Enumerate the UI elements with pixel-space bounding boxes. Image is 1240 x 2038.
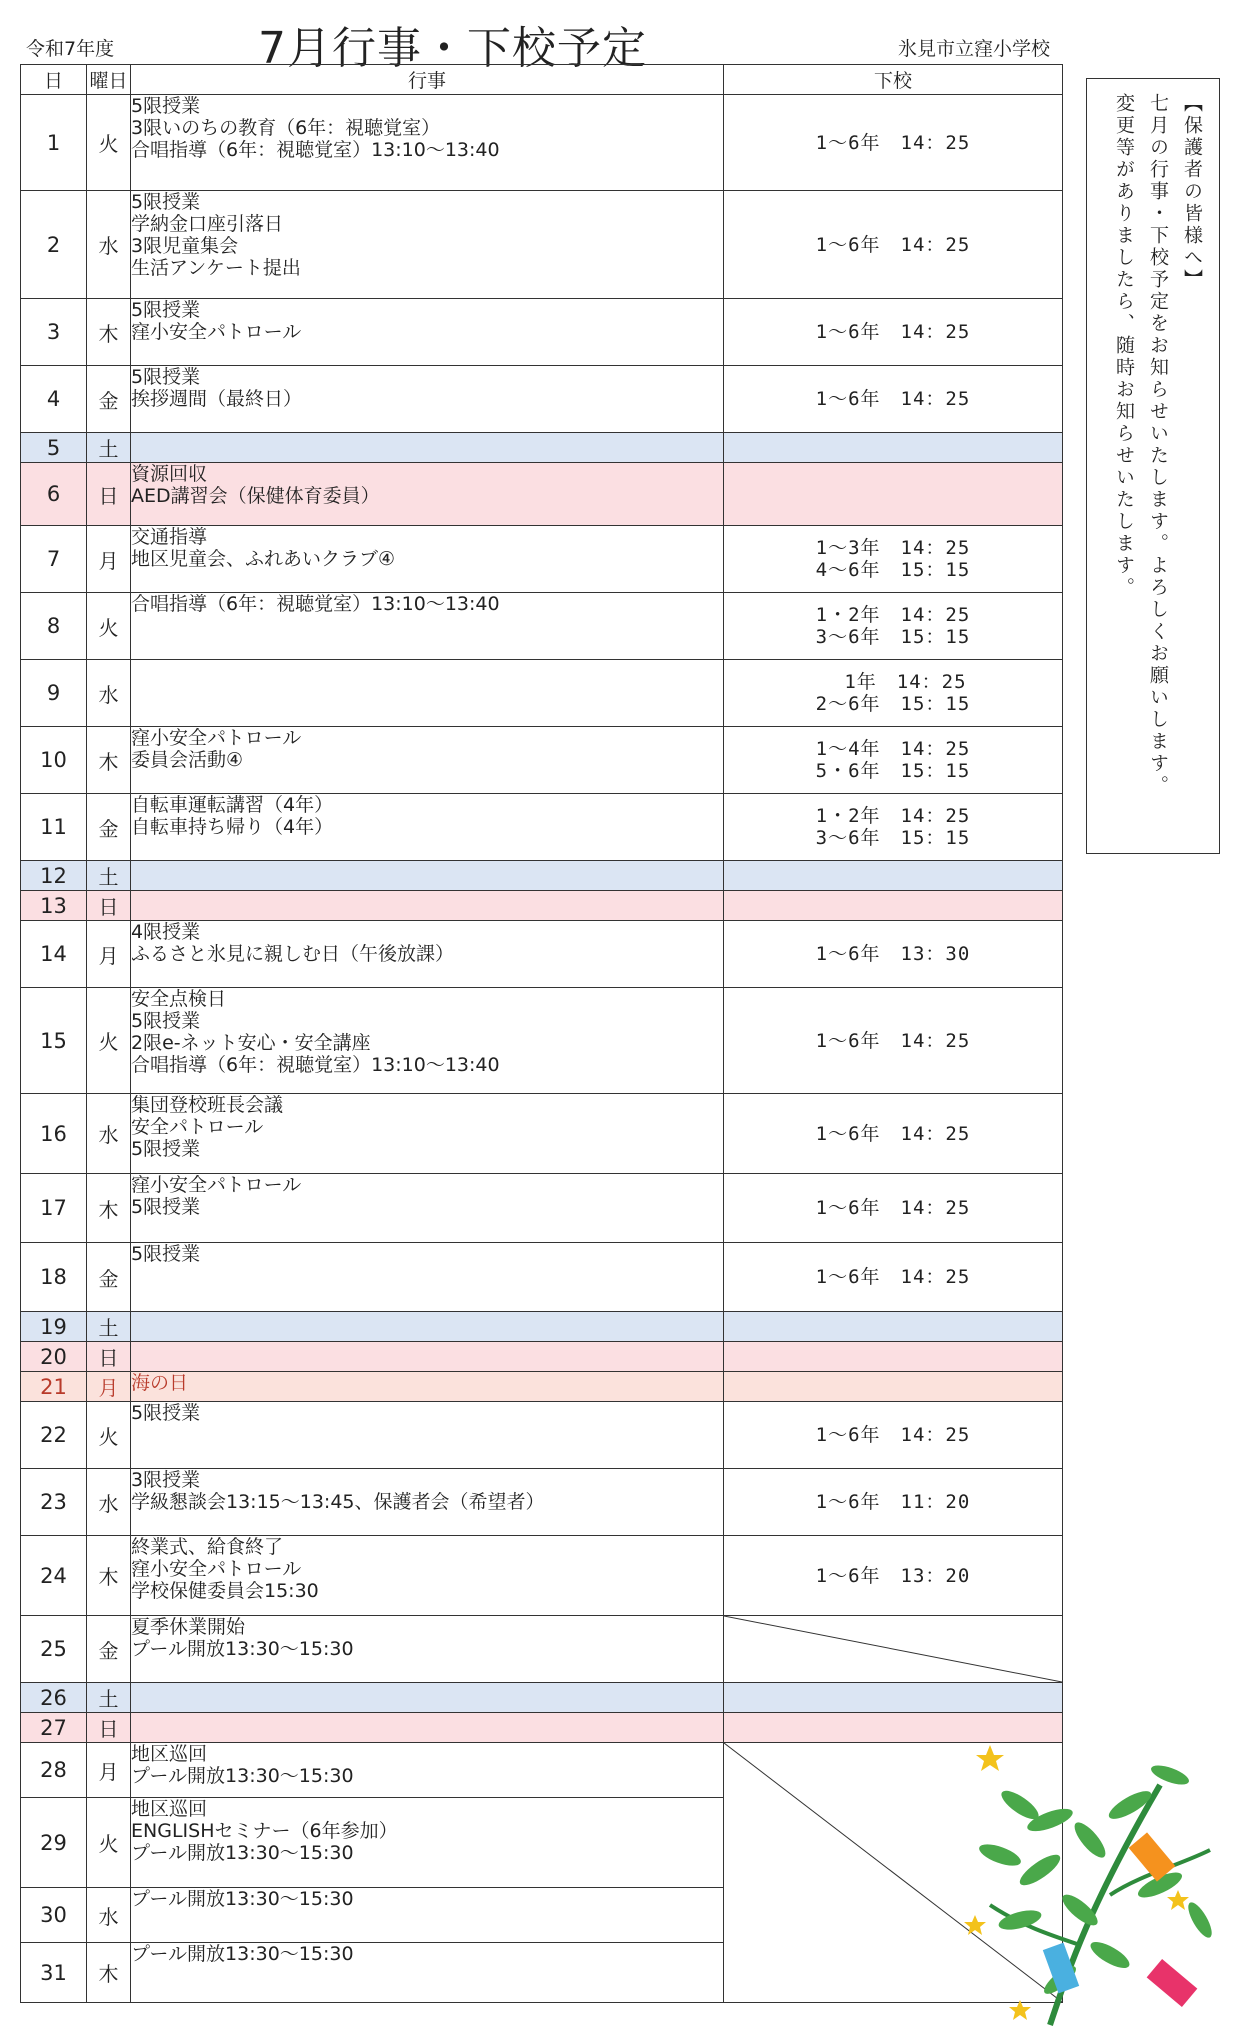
table-row (21, 1743, 1063, 1798)
table-header-row (21, 65, 1063, 95)
col-header-dismissal: 下校 (724, 65, 1063, 95)
table-row (21, 1342, 1063, 1372)
day-number: 1 (21, 95, 87, 191)
weekday: 土 (87, 433, 131, 463)
day-number: 11 (21, 794, 87, 861)
day-number: 3 (21, 299, 87, 366)
table-row (21, 794, 1063, 861)
dismissal-time: 1～6年 11：20 (815, 1491, 971, 1513)
weekday: 月 (87, 526, 131, 593)
table-row (21, 660, 1063, 727)
day-number: 28 (21, 1743, 87, 1798)
event-line: 学級懇談会13:15～13:45、保護者会（希望者） (131, 1491, 545, 1513)
dismissal-time: 1～4年 14：25 (815, 738, 971, 760)
day-number: 30 (21, 1888, 87, 1943)
dismissal-cell (724, 1372, 1063, 1402)
events-cell (131, 299, 724, 366)
day-number: 14 (21, 921, 87, 988)
dismissal-cell (724, 526, 1063, 593)
weekday: 土 (87, 1312, 131, 1342)
dismissal-time: 1～3年 14：25 (815, 537, 971, 559)
dismissal-time: 1～6年 14：25 (815, 1266, 971, 1288)
event-line: ENGLISHセミナー（6年参加） (131, 1820, 398, 1842)
events-cell (131, 1943, 724, 2003)
weekday: 火 (87, 95, 131, 191)
day-number: 12 (21, 861, 87, 891)
dismissal-time: 1年 14：25 (819, 671, 967, 693)
table-row (21, 1174, 1063, 1243)
table-row (21, 1312, 1063, 1342)
day-number: 13 (21, 891, 87, 921)
table-row (21, 861, 1063, 891)
table-row (21, 1402, 1063, 1469)
weekday: 木 (87, 1943, 131, 2003)
dismissal-cell (724, 1312, 1063, 1342)
dismissal-cell (724, 794, 1063, 861)
tanabata-bamboo-icon (960, 1745, 1230, 2030)
event-line: 集団登校班長会議 (131, 1094, 284, 1116)
events-cell (131, 1798, 724, 1888)
event-line: プール開放13:30～15:30 (131, 1638, 354, 1660)
event-line: 地区巡回 (131, 1743, 208, 1765)
weekday: 日 (87, 1342, 131, 1372)
weekday: 金 (87, 1243, 131, 1312)
events-cell (131, 1683, 724, 1713)
dismissal-time: 1～6年 14：25 (815, 321, 971, 343)
event-line: 安全点検日 (131, 988, 227, 1010)
dismissal-time: 1～6年 13：20 (815, 1564, 971, 1587)
table-row (21, 366, 1063, 433)
events-cell (131, 1743, 724, 1798)
event-line: 5限授業 (131, 1402, 201, 1424)
table-row (21, 299, 1063, 366)
weekday: 木 (87, 1174, 131, 1243)
event-line: 生活アンケート提出 (131, 257, 301, 279)
dismissal-time: 1～6年 14：25 (815, 1122, 971, 1145)
dismissal-time: 1～6年 13：30 (815, 943, 971, 965)
weekday: 月 (87, 1372, 131, 1402)
table-row (21, 593, 1063, 660)
events-cell (131, 593, 724, 660)
event-line: 3限授業 (131, 1469, 201, 1491)
events-cell (131, 921, 724, 988)
weekday: 火 (87, 988, 131, 1094)
events-cell (131, 463, 724, 526)
weekday: 金 (87, 794, 131, 861)
day-number: 22 (21, 1402, 87, 1469)
table-row (21, 988, 1063, 1094)
event-line: 2限e-ネット安心・安全講座 (131, 1032, 371, 1054)
events-cell (131, 660, 724, 727)
table-row (21, 1469, 1063, 1536)
events-cell (131, 1372, 724, 1402)
weekday: 木 (87, 299, 131, 366)
dismissal-time: 1～6年 14：25 (815, 388, 971, 410)
event-line: 5限授業 (131, 1138, 201, 1160)
dismissal-cell (724, 861, 1063, 891)
events-cell (131, 891, 724, 921)
weekday: 月 (87, 921, 131, 988)
weekday: 水 (87, 1888, 131, 1943)
dismissal-cell (724, 1469, 1063, 1536)
weekday: 水 (87, 1094, 131, 1174)
school-name: 氷見市立窪小学校 (898, 38, 1051, 60)
events-cell (131, 727, 724, 794)
col-header-events: 行事 (131, 65, 724, 95)
dismissal-time: 1～6年 14：25 (815, 1029, 971, 1052)
weekday: 水 (87, 660, 131, 727)
day-number: 17 (21, 1174, 87, 1243)
events-cell (131, 1243, 724, 1312)
weekday: 日 (87, 891, 131, 921)
event-line: 自転車持ち帰り（4年） (131, 816, 334, 838)
weekday: 水 (87, 191, 131, 299)
col-header-weekday: 曜日 (87, 65, 131, 95)
weekday: 土 (87, 861, 131, 891)
events-cell (131, 1174, 724, 1243)
day-number: 19 (21, 1312, 87, 1342)
day-number: 15 (21, 988, 87, 1094)
event-line: 5限授業 (131, 95, 201, 117)
table-row (21, 921, 1063, 988)
dismissal-time: 4～6年 15：15 (815, 559, 971, 581)
events-cell (131, 794, 724, 861)
event-line: 合唱指導（6年：視聴覚室）13:10～13:40 (131, 1054, 500, 1076)
event-line: 交通指導 (131, 526, 208, 548)
event-line: 5限授業 (131, 366, 201, 388)
events-cell (131, 1342, 724, 1372)
event-line: 夏季休業開始 (131, 1616, 246, 1638)
table-row (21, 1243, 1063, 1312)
page-title: 7月行事・下校予定 (258, 23, 647, 74)
event-line: 資源回収 (131, 463, 208, 485)
day-number: 21 (21, 1372, 87, 1402)
event-line: 自転車運転講習（4年） (131, 794, 334, 816)
dismissal-cell (724, 1402, 1063, 1469)
schedule-table (20, 64, 1063, 2003)
dismissal-cell (724, 95, 1063, 191)
dismissal-cell (724, 1243, 1063, 1312)
events-cell (131, 191, 724, 299)
dismissal-cell (724, 299, 1063, 366)
table-row (21, 1616, 1063, 1683)
events-cell (131, 1888, 724, 1943)
events-cell (131, 526, 724, 593)
dismissal-cell (724, 463, 1063, 526)
dismissal-cell (724, 988, 1063, 1094)
dismissal-time: 1～6年 14：25 (815, 1197, 971, 1219)
weekday: 火 (87, 1798, 131, 1888)
weekday: 日 (87, 463, 131, 526)
event-line: 学校保健委員会15:30 (131, 1580, 319, 1602)
day-number: 5 (21, 433, 87, 463)
day-number: 20 (21, 1342, 87, 1372)
event-line: 5限授業 (131, 1196, 201, 1218)
day-number: 16 (21, 1094, 87, 1174)
dismissal-time: 3～6年 15：15 (815, 827, 971, 849)
dismissal-time: 1・2年 14：25 (815, 604, 971, 626)
dismissal-time: 1～6年 14：25 (815, 1424, 971, 1446)
dismissal-time: 3～6年 15：15 (815, 626, 971, 648)
event-line: 3限児童集会 (131, 235, 239, 257)
dismissal-cell (724, 921, 1063, 988)
event-line: 合唱指導（6年：視聴覚室）13:10～13:40 (131, 593, 500, 615)
notice-box (1086, 78, 1220, 854)
table-row (21, 1713, 1063, 1743)
event-line: 地区巡回 (131, 1798, 208, 1820)
event-line: 海の日 (131, 1372, 189, 1394)
events-cell (131, 366, 724, 433)
event-line: 4限授業 (131, 921, 201, 943)
event-line: 5限授業 (131, 299, 201, 321)
event-line: 地区児童会、ふれあいクラブ④ (131, 548, 396, 570)
event-line: 5限授業 (131, 191, 201, 213)
event-line: 3限いのちの教育（6年：視聴覚室） (131, 117, 441, 139)
event-line: ふるさと氷見に親しむ日（午後放課） (131, 943, 455, 965)
events-cell (131, 1713, 724, 1743)
dismissal-cell (724, 593, 1063, 660)
weekday: 月 (87, 1743, 131, 1798)
event-line: プール開放13:30～15:30 (131, 1842, 354, 1864)
event-line: 窪小安全パトロール (131, 727, 302, 749)
notice-line: 七月の行事・下校予定をお知らせいたします。よろしくお願いします。 (1147, 93, 1169, 797)
table-row (21, 191, 1063, 299)
weekday: 日 (87, 1713, 131, 1743)
day-number: 29 (21, 1798, 87, 1888)
day-number: 8 (21, 593, 87, 660)
day-number: 18 (21, 1243, 87, 1312)
dismissal-cell (724, 727, 1063, 794)
weekday: 水 (87, 1469, 131, 1536)
dismissal-time: 1～6年 14：25 (815, 233, 971, 256)
events-cell (131, 1536, 724, 1616)
events-cell (131, 433, 724, 463)
table-row (21, 891, 1063, 921)
weekday: 金 (87, 1616, 131, 1683)
day-number: 9 (21, 660, 87, 727)
table-row (21, 526, 1063, 593)
events-cell (131, 861, 724, 891)
notice-heading: 【保護者の皆様へ】 (1181, 93, 1203, 291)
dismissal-cell (724, 1683, 1063, 1713)
day-number: 25 (21, 1616, 87, 1683)
fiscal-year-label: 令和7年度 (26, 38, 115, 60)
dismissal-crossed-cell (724, 1616, 1063, 1683)
dismissal-cell (724, 891, 1063, 921)
dismissal-cell (724, 1536, 1063, 1616)
event-line: プール開放13:30～15:30 (131, 1888, 354, 1910)
event-line: 窪小安全パトロール (131, 1174, 302, 1196)
day-number: 6 (21, 463, 87, 526)
table-row (21, 95, 1063, 191)
col-header-day: 日 (21, 65, 87, 95)
dismissal-cell (724, 191, 1063, 299)
event-line: 終業式、給食終了 (131, 1536, 284, 1558)
event-line: 学納金口座引落日 (131, 213, 284, 235)
events-cell (131, 1402, 724, 1469)
table-row (21, 1094, 1063, 1174)
table-row (21, 1372, 1063, 1402)
event-line: AED講習会（保健体育委員） (131, 485, 380, 507)
table-row (21, 463, 1063, 526)
dismissal-cell (724, 660, 1063, 727)
day-number: 2 (21, 191, 87, 299)
day-number: 27 (21, 1713, 87, 1743)
events-cell (131, 1312, 724, 1342)
event-line: プール開放13:30～15:30 (131, 1943, 354, 1965)
weekday: 金 (87, 366, 131, 433)
dismissal-cell (724, 433, 1063, 463)
table-row (21, 1683, 1063, 1713)
event-line: 安全パトロール (131, 1116, 264, 1138)
dismissal-time: 5・6年 15：15 (815, 760, 971, 782)
dismissal-time: 1～6年 14：25 (815, 131, 971, 154)
events-cell (131, 1094, 724, 1174)
day-number: 24 (21, 1536, 87, 1616)
event-line: 合唱指導（6年：視聴覚室）13:10～13:40 (131, 139, 500, 161)
dismissal-cell (724, 366, 1063, 433)
day-number: 26 (21, 1683, 87, 1713)
day-number: 4 (21, 366, 87, 433)
weekday: 土 (87, 1683, 131, 1713)
events-cell (131, 1469, 724, 1536)
weekday: 火 (87, 1402, 131, 1469)
schedule-body (21, 95, 1063, 2003)
event-line: 窪小安全パトロール (131, 321, 302, 343)
event-line: 5限授業 (131, 1010, 201, 1032)
event-line: 挨拶週間（最終日） (131, 388, 303, 410)
events-cell (131, 1616, 724, 1683)
weekday: 木 (87, 727, 131, 794)
notice-line: 変更等がありましたら、随時お知らせいたします。 (1113, 93, 1135, 599)
dismissal-cell (724, 1094, 1063, 1174)
day-number: 31 (21, 1943, 87, 2003)
dismissal-cell (724, 1342, 1063, 1372)
weekday: 火 (87, 593, 131, 660)
events-cell (131, 95, 724, 191)
weekday: 木 (87, 1536, 131, 1616)
event-line: 5限授業 (131, 1243, 201, 1265)
day-number: 10 (21, 727, 87, 794)
day-number: 23 (21, 1469, 87, 1536)
events-cell (131, 988, 724, 1094)
table-row (21, 433, 1063, 463)
dismissal-cell (724, 1174, 1063, 1243)
dismissal-time: 1・2年 14：25 (815, 805, 971, 827)
dismissal-cell (724, 1713, 1063, 1743)
event-line: 委員会活動④ (131, 749, 244, 771)
event-line: 窪小安全パトロール (131, 1558, 302, 1580)
dismissal-time: 2～6年 15：15 (815, 693, 971, 715)
table-row (21, 727, 1063, 794)
day-number: 7 (21, 526, 87, 593)
table-row (21, 1536, 1063, 1616)
event-line: プール開放13:30～15:30 (131, 1765, 354, 1787)
